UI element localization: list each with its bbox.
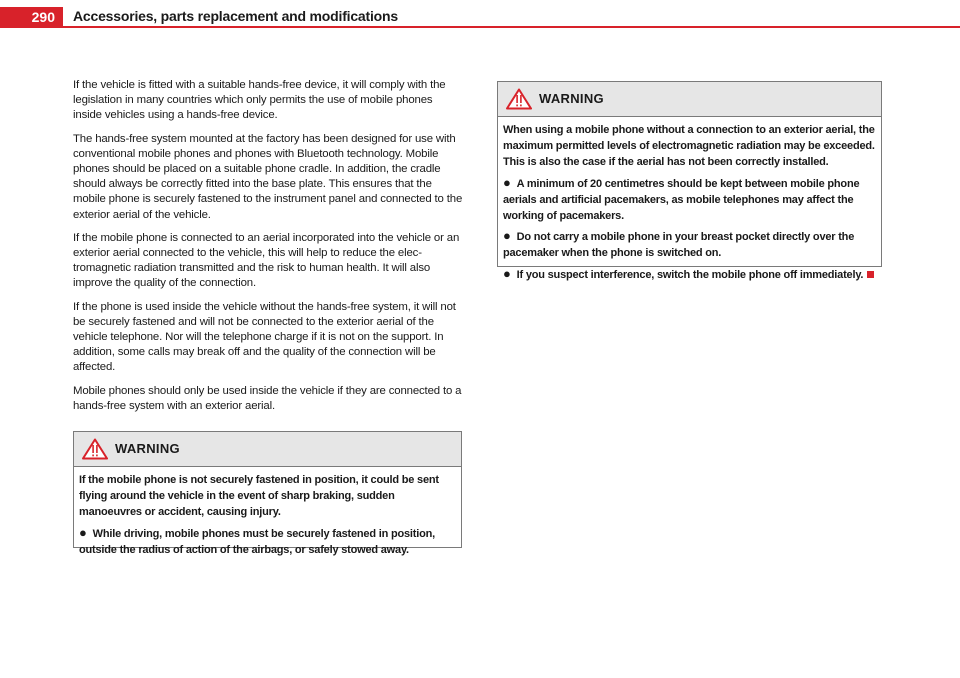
warning-triangle-icon <box>506 88 532 110</box>
bullet-icon: ● <box>79 524 87 540</box>
paragraph: The hands-free system mounted at the factory has been designed for use with conventional mobile phones and phones with Bluetooth technology. Mobile phones should be placed on a suitable phone cradle. In addition, the cradle should always be correctly fitted into the base plate. This ensures that the mobile phone is securely fastened to the instrument panel and connected to the exterior aerial of the vehicle. <box>73 132 463 221</box>
warning-body <box>498 117 881 293</box>
warning-body <box>74 467 461 568</box>
warning-label: WARNING <box>115 441 180 456</box>
paragraph: Mobile phones should only be used inside the vehicle if they are connected to a hands-free system with an exterior aerial. <box>73 384 462 412</box>
warning-intro: If the mobile phone is not securely fastened in position, it could be sent flying around the vehicle in the event of sharp braking, sudden manoeuvres or accident, causing injury. <box>79 474 439 519</box>
bullet-icon: ● <box>503 228 511 244</box>
warning-bullet: ● If you suspect interference, switch the mobile phone off immediately. <box>503 266 875 283</box>
paragraph: If the vehicle is fitted with a suitable hands-free device, it will comply with the legislation in many countries which only permits the use of mobile phones inside vehicles using a hands-free device. <box>73 79 446 122</box>
warning-header <box>74 432 461 467</box>
header-rule <box>63 26 960 28</box>
bullet-icon: ● <box>503 174 511 190</box>
warning-bullet: ● While driving, mobile phones must be securely fastened in position, outside the radius of action of the airbags, or safely stowed away. <box>79 524 435 556</box>
page-title: Accessories, parts replacement and modifications <box>73 8 398 24</box>
warning-header <box>498 82 881 117</box>
warning-bullet: ● Do not carry a mobile phone in your breast pocket directly over the pacemaker when the phone is switched on. <box>503 228 855 260</box>
left-column <box>73 78 463 422</box>
warning-box-left <box>73 431 462 556</box>
warning-box-right <box>497 81 882 281</box>
warning-label: WARNING <box>539 91 604 106</box>
page-number: 290 <box>0 7 63 28</box>
paragraph: If the mobile phone is connected to an aerial incorporated into the vehicle or an exterior aerial connected to the vehicle, this will help to reduce the elec-tromagnetic radiation transmitted and the risk to human health. It will also improve the quality of the connection. <box>73 231 460 290</box>
warning-triangle-icon <box>82 438 108 460</box>
warning-bullet: ● A minimum of 20 centimetres should be kept between mobile phone aerials and artificial pacemakers, as mobile telephones may affect the working of pacemakers. <box>503 174 860 223</box>
page-header <box>0 0 960 28</box>
section-end-icon <box>867 271 874 278</box>
paragraph: If the phone is used inside the vehicle without the hands-free system, it will not be securely fastened and will not be connected to the exterior aerial of the vehicle telephone. Nor will the telephone charge if it is not on the support. In addition, some calls may break off and the quality of the connection will be affected. <box>73 300 456 374</box>
warning-intro: When using a mobile phone without a connection to an exterior aerial, the maximum permitted levels of electromagnetic radiation may be exceeded. This is also the case if the aerial has not been correctly installed. <box>503 124 875 169</box>
bullet-icon: ● <box>503 265 511 281</box>
